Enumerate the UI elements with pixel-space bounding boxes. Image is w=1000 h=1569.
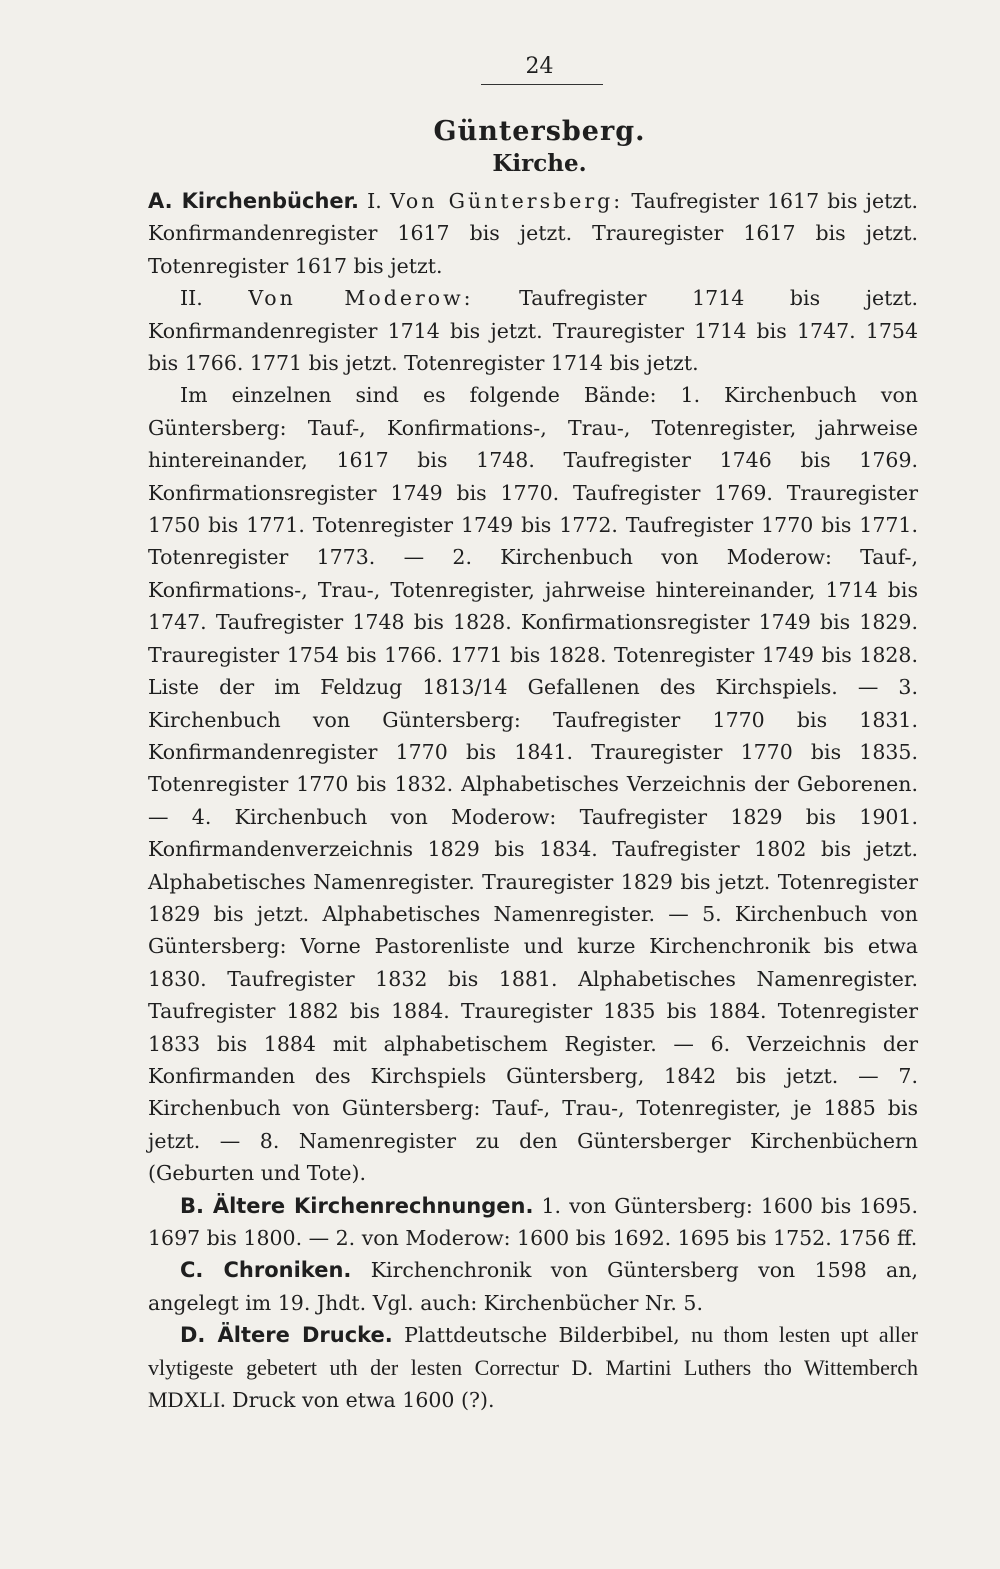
section-a-paragraph-1 <box>148 185 918 282</box>
header-rule <box>481 84 603 85</box>
section-b-text: 1. von Güntersberg: 1600 bis 1695. 1697 bis 1800. — 2. von Moderow: 1600 bis 1692. 1695 bis 1752. 1756 ff. <box>148 1193 918 1250</box>
section-a-p2-place: Von Moderow: <box>248 286 474 311</box>
section-a-p1-place: Von Güntersberg: <box>389 189 624 213</box>
section-a-paragraph-3 <box>148 379 918 1189</box>
section-d-text-2: nu thom lesten upt aller vlytigeste gebetert uth der lesten Correctur D. Martini Luthers tho Wittemberch MDXLI. <box>148 1322 919 1413</box>
section-c-paragraph <box>148 1254 918 1319</box>
section-a-heading: A. Kirchenbücher. <box>148 189 359 213</box>
section-d-heading: D. Ältere Drucke. <box>180 1323 393 1348</box>
section-d-text-1: Plattdeutsche Bilderbibel, <box>404 1323 680 1348</box>
section-a-p2-text: Taufregister 1714 bis jetzt. Konfirmandenregister 1714 bis jetzt. Trauregister 1714 bis 1747. 1754 bis 1766. 1771 bis jetzt. Totenregister 1714 bis jetzt. <box>148 286 918 376</box>
section-a-p1-text: Taufregister 1617 bis jetzt. Konfirmandenregister 1617 bis jetzt. Trauregister 1617 bis jetzt. Totenregister 1617 bis jetzt. <box>148 189 918 278</box>
page-number: 24 <box>525 54 554 79</box>
section-c-heading: C. Chroniken. <box>180 1258 352 1283</box>
body-text <box>148 185 918 1416</box>
section-a-paragraph-2 <box>148 282 918 379</box>
page-title: Güntersberg. <box>433 116 646 147</box>
page-subtitle: Kirche. <box>492 150 587 177</box>
section-b-heading: B. Ältere Kirchenrechnungen. <box>180 1193 534 1218</box>
section-b-paragraph <box>148 1190 918 1255</box>
section-c-text: Kirchenchronik von Güntersberg von 1598 an, angelegt im 19. Jhdt. Vgl. auch: Kirchenbücher Nr. 5. <box>148 1258 918 1315</box>
section-a-p3-text: Im einzelnen sind es folgende Bände: 1. Kirchenbuch von Güntersberg: Tauf-, Konfirmations-, Trau-, Totenregister, jahrweise hintereinander, 1617 bis 1748. Taufregister 1746 bis 1769. Konfirmationsregister 1749 bis 1770. Taufregister 1769. Trauregister 1750 bis 1771. Totenregister 1749 bis 1772. Taufregister 1770 bis 1771. Totenregister 1773. — 2. Kirchenbuch von Moderow: Tauf-, Konfirmations-, Trau-, Totenregister, jahrweise hintereinander, 1714 bis 1747. Taufregister 1748 bis 1828. Konfirmationsregister 1749 bis 1829. Trauregister 1754 bis 1766. 1771 bis 1828. Totenregister 1749 bis 1828. Liste der im Feldzug 1813/14 Gefallenen des Kirchspiels. — 3. Kirchenbuch von Güntersberg: Taufregister 1770 bis 1831. Konfirmandenregister 1770 bis 1841. Trauregister 1770 bis 1835. Totenregister 1770 bis 1832. Alphabetisches Verzeichnis der Geborenen. — 4. Kirchenbuch von Moderow: Taufregister 1829 bis 1901. Konfirmandenverzeichnis 1829 bis 1834. Taufregister 1802 bis jetzt. Alphabetisches Namenregister. Trauregister 1829 bis jetzt. Totenregister 1829 bis jetzt. Alphabetisches Namenregister. — 5. Kirchenbuch von Güntersberg: Vorne Pastorenliste und kurze Kirchenchronik bis etwa 1830. Taufregister 1832 bis 1881. Alphabetisches Namenregister. Taufregister 1882 bis 1884. Trauregister 1835 bis 1884. Totenregister 1833 bis 1884 mit alphabetischem Register. — 6. Verzeichnis der Konfirmanden des Kirchspiels Güntersberg, 1842 bis jetzt. — 7. Kirchenbuch von Güntersberg: Tauf-, Trau-, Totenregister, je 1885 bis jetzt. — 8. Namenregister zu den Güntersberger Kirchenbüchern (Geburten und Tote). <box>148 383 918 1186</box>
section-d-paragraph <box>148 1319 918 1416</box>
section-a-p1-number: I. <box>367 189 382 213</box>
section-a-p2-number: II. <box>180 286 203 311</box>
section-d-text-3: Druck von etwa 1600 (?). <box>232 1388 495 1413</box>
